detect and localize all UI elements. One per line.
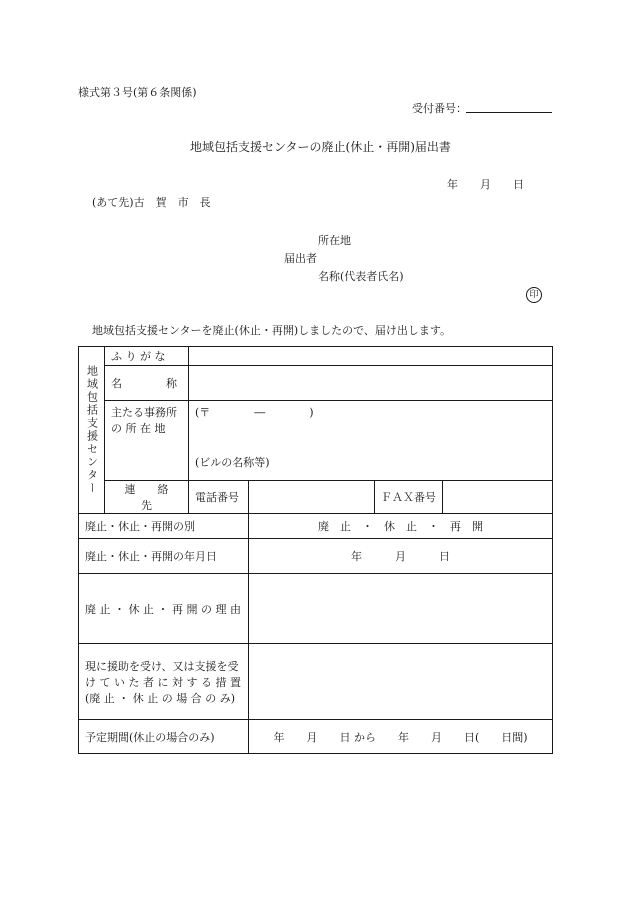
date-row bbox=[79, 539, 553, 574]
period-row bbox=[79, 720, 553, 754]
measures-label-line3: (廃 止 ・ 休 止 の 場 合 の み) bbox=[85, 691, 236, 705]
fax-label: ＦＡＸ番号 bbox=[375, 481, 443, 514]
addressee: (あて先)古 賀 市 長 bbox=[92, 196, 211, 209]
type-options[interactable]: 廃 止 ・ 休 止 ・ 再 開 bbox=[249, 514, 553, 539]
center-section-label: 地域包括支援センター bbox=[79, 347, 105, 514]
office-label-line2: の 所 在 地 bbox=[111, 422, 166, 435]
date-field[interactable]: 年 月 日 bbox=[249, 539, 553, 574]
building-note: (ビルの名称等) bbox=[195, 456, 270, 469]
name-row bbox=[79, 366, 553, 401]
notifier-label: 届出者 bbox=[284, 252, 317, 265]
representative-name-label: 名称(代表者氏名) bbox=[318, 270, 404, 283]
measures-field[interactable] bbox=[249, 644, 553, 720]
type-row bbox=[79, 514, 553, 539]
furigana-field[interactable] bbox=[189, 347, 553, 366]
measures-label bbox=[79, 644, 249, 720]
receipt-number-label: 受付番号： bbox=[412, 102, 467, 115]
furigana-label: ふ り が な bbox=[105, 347, 189, 366]
measures-label-line2: け て い た 者 に 対 す る 措 置 bbox=[85, 675, 241, 689]
reason-field[interactable] bbox=[249, 574, 553, 644]
phone-label: 電話番号 bbox=[189, 481, 249, 514]
receipt-number-field[interactable] bbox=[466, 112, 552, 113]
office-row bbox=[79, 401, 553, 481]
postal-code: (〒 ― ) bbox=[195, 406, 314, 419]
measures-row bbox=[79, 644, 553, 720]
phone-field[interactable] bbox=[249, 481, 375, 514]
date-label: 廃止・休止・再開の年月日 bbox=[79, 539, 249, 574]
office-label-line1: 主たる事務所 bbox=[111, 406, 177, 419]
fax-field[interactable] bbox=[443, 481, 553, 514]
form-number: 様式第３号(第６条関係) bbox=[78, 86, 197, 99]
contact-label: 連 絡 先 bbox=[105, 481, 189, 514]
name-field[interactable] bbox=[189, 366, 553, 401]
period-label: 予定期間(休止の場合のみ) bbox=[79, 720, 249, 754]
name-label: 名 称 bbox=[105, 366, 189, 401]
intro-statement: 地域包括支援センターを廃止(休止・再開)しましたので、届け出します。 bbox=[92, 324, 452, 337]
reason-row bbox=[79, 574, 553, 644]
seal-mark bbox=[526, 287, 542, 303]
contact-row bbox=[79, 481, 553, 514]
type-label: 廃止・休止・再開の別 bbox=[79, 514, 249, 539]
reason-label: 廃 止 ・ 休 止 ・ 再 開 の 理 由 bbox=[79, 574, 249, 644]
document-title: 地域包括支援センターの廃止(休止・再開)届出書 bbox=[190, 140, 451, 154]
measures-label-line1: 現に援助を受け、又は支援を受 bbox=[85, 659, 239, 673]
office-address-label bbox=[105, 401, 189, 481]
submission-date: 年 月 日 bbox=[447, 178, 524, 191]
office-address-field[interactable] bbox=[189, 401, 553, 481]
notification-form-table bbox=[78, 346, 553, 754]
furigana-row bbox=[79, 347, 553, 366]
period-field[interactable]: 年 月 日 から 年 月 日( 日間) bbox=[249, 720, 553, 754]
location-label: 所在地 bbox=[318, 234, 351, 247]
seal-icon: 印 bbox=[526, 287, 542, 303]
